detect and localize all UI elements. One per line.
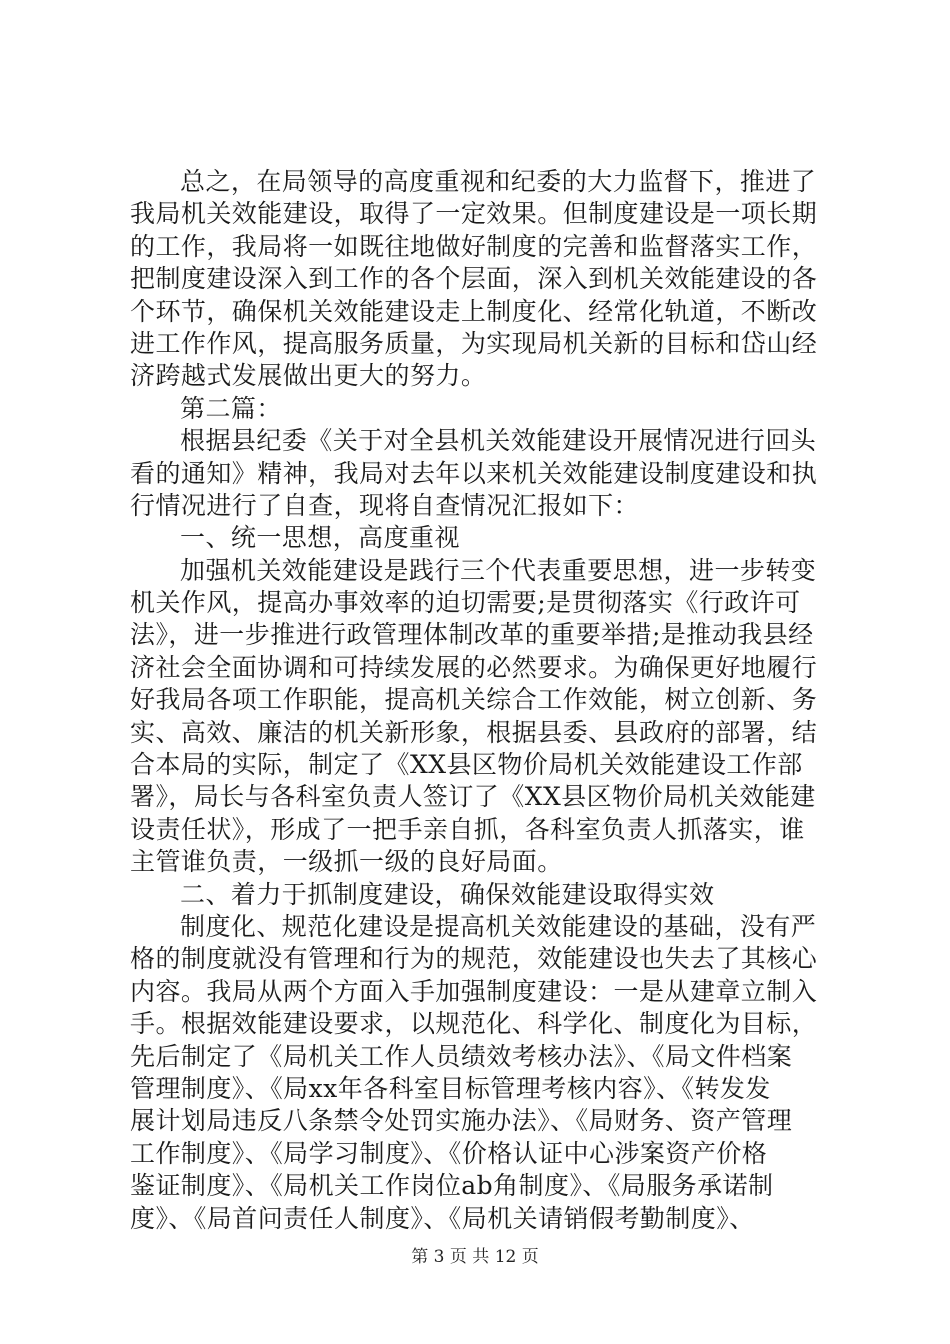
document-line: 个环节，确保机关效能建设走上制度化、经常化轨道，不断改 — [130, 296, 818, 326]
document-line: 机关作风，提高办事效率的迫切需要;是贯彻落实《行政许可 — [130, 588, 801, 618]
document-line: 看的通知》精神，我局对去年以来机关效能建设制度建设和执 — [130, 458, 818, 488]
document-line: 设责任状》，形成了一把手亲自抓，各科室负责人抓落实，谁 — [130, 814, 805, 844]
document-line: 主管谁负责，一级抓一级的良好局面。 — [130, 847, 563, 877]
document-line: 格的制度就没有管理和行为的规范，效能建设也失去了其核心 — [130, 944, 818, 974]
document-line: 署》，局长与各科室负责人签订了《XX县区物价局机关效能建 — [130, 782, 816, 812]
document-line: 济社会全面协调和可持续发展的必然要求。为确保更好地履行 — [130, 652, 818, 682]
document-line: 总之，在局领导的高度重视和纪委的大力监督下，推进了 — [180, 167, 817, 196]
document-line: 鉴证制度》、《局机关工作岗位ab角制度》、《局服务承诺制 — [130, 1171, 774, 1201]
document-line: 济跨越式发展做出更大的努力。 — [130, 361, 487, 391]
document-line: 实、高效、廉洁的机关新形象，根据县委、县政府的部署，结 — [130, 717, 818, 747]
document-line: 行情况进行了自查，现将自查情况汇报如下： — [130, 490, 640, 520]
document-line: 一、统一思想，高度重视 — [180, 523, 460, 553]
document-line: 二、着力于抓制度建设，确保效能建设取得实效 — [180, 879, 715, 909]
document-line: 进工作作风，提高服务质量，为实现局机关新的目标和岱山经 — [130, 328, 818, 358]
document-line: 展计划局违反八条禁令处罚实施办法》、《局财务、资产管理 — [130, 1106, 793, 1136]
document-line: 度》、《局首问责任人制度》、《局机关请销假考勤制度》、 — [130, 1203, 755, 1233]
document-line: 加强机关效能建设是践行三个代表重要思想，进一步转变 — [180, 555, 817, 585]
page-number-footer: 第 3 页 共 12 页 — [411, 1247, 539, 1267]
document-line: 制度化、规范化建设是提高机关效能建设的基础，没有严 — [180, 911, 817, 941]
document-line: 法》，进一步推进行政管理体制改革的重要举措;是推动我县经 — [130, 620, 814, 650]
document-line: 我局机关效能建设，取得了一定效果。但制度建设是一项长期 — [130, 199, 818, 229]
document-line: 把制度建设深入到工作的各个层面，深入到机关效能建设的各 — [130, 264, 818, 294]
document-line: 合本局的实际，制定了《XX县区物价局机关效能建设工作部 — [130, 750, 803, 780]
document-line: 手。根据效能建设要求，以规范化、科学化、制度化为目标， — [130, 1009, 818, 1039]
document-line: 管理制度》、《局xx年各科室目标管理考核内容》、《转发发 — [130, 1073, 771, 1103]
document-line: 工作制度》、《局学习制度》、《价格认证中心涉案资产价格 — [130, 1138, 768, 1168]
document-line: 好我局各项工作职能，提高机关综合工作效能，树立创新、务 — [130, 685, 818, 715]
document-line: 根据县纪委《关于对全县机关效能建设开展情况进行回头 — [180, 426, 817, 456]
document-line: 内容。我局从两个方面入手加强制度建设：一是从建章立制入 — [130, 976, 818, 1006]
document-body — [130, 166, 830, 1235]
document-line: 先后制定了《局机关工作人员绩效考核办法》、《局文件档案 — [130, 1041, 793, 1071]
document-line: 的工作，我局将一如既往地做好制度的完善和监督落实工作， — [130, 231, 818, 261]
document-line: 第二篇： — [180, 393, 282, 423]
